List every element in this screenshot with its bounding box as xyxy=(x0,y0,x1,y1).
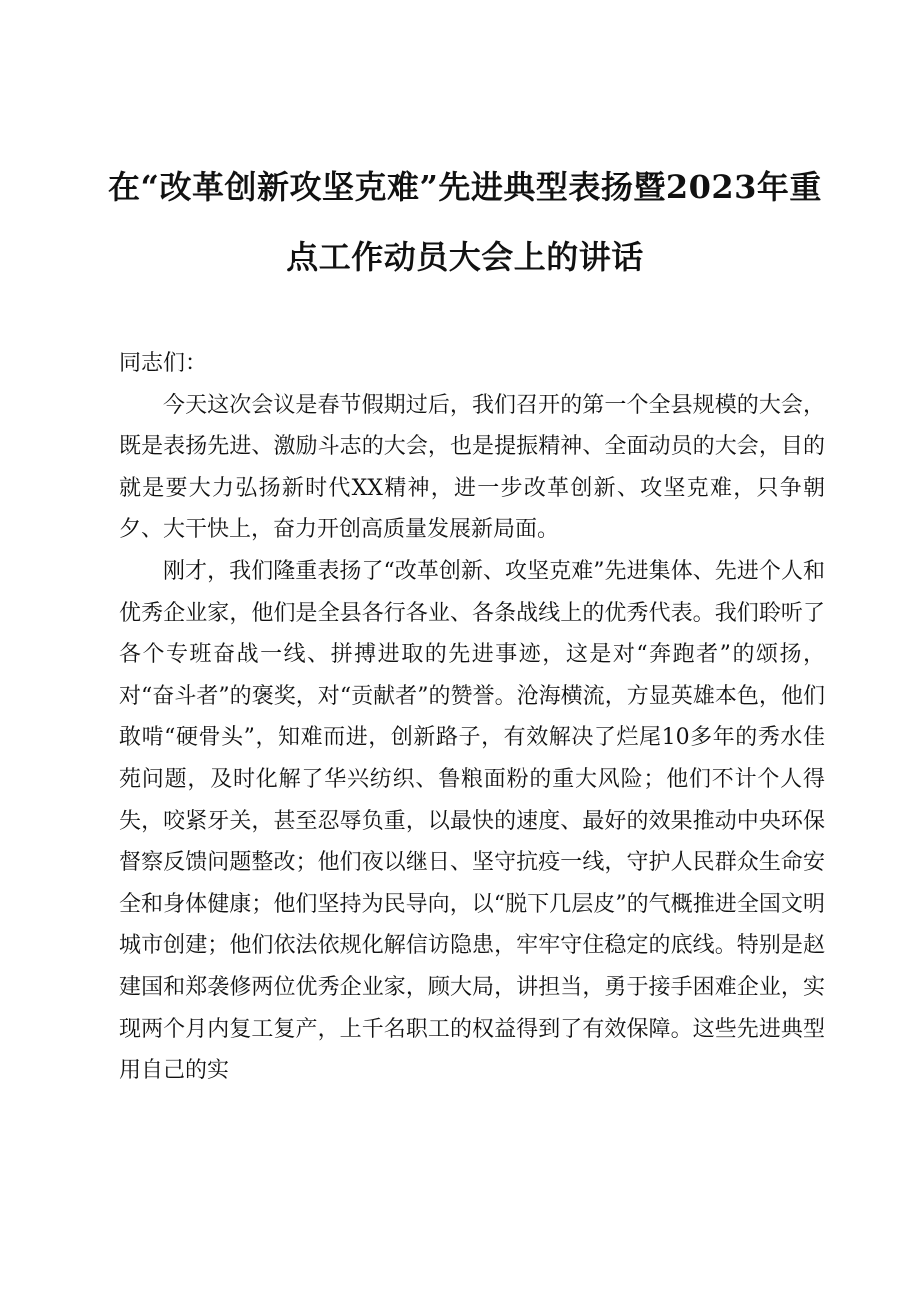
document-body xyxy=(119,343,825,1092)
salutation: 同志们： xyxy=(119,351,208,376)
paragraph-commendation: 刚才，我们隆重表扬了“改革创新、攻坚克难”先进集体、先进个人和优秀企业家，他们是全县各行各业、各条战线上的优秀代表。我们聆听了各个专班奋战一线、拼搏进取的先进事迹，这是对“奔跑者”的颂扬，对“奋斗者”的褒奖，对“贡献者”的赞誉。沧海横流，方显英雄本色，他们敢啃“硬骨头”，知难而进，创新路子，有效解决了烂尾10多年的秀水佳苑问题，及时化解了华兴纺织、鲁粮面粉的重大风险；他们不计个人得失，咬紧牙关，甚至忍辱负重，以最快的速度、最好的效果推动中央环保督察反馈问题整改；他们夜以继日、坚守抗疫一线，守护人民群众生命安全和身体健康；他们坚持为民导向，以“脱下几层皮”的气概推进全国文明城市创建；他们依法依规化解信访隐患，牢牢守住稳定的底线。特别是赵建国和郑袭修两位优秀企业家，顾大局，讲担当，勇于接手困难企业，实现两个月内复工复产，上千名职工的权益得到了有效保障。这些先进典型用自己的实 xyxy=(119,558,825,1084)
document-title: 在“改革创新攻坚克难”先进典型表扬暨2023年重点工作动员大会上的讲话 xyxy=(108,168,822,276)
paragraph-opening: 今天这次会议是春节假期过后，我们召开的第一个全县规模的大会，既是表扬先进、激励斗志的大会，也是提振精神、全面动员的大会，目的就是要大力弘扬新时代XX精神，进一步改革创新、攻坚克难，只争朝夕、大干快上，奋力开创高质量发展新局面。 xyxy=(119,392,825,543)
